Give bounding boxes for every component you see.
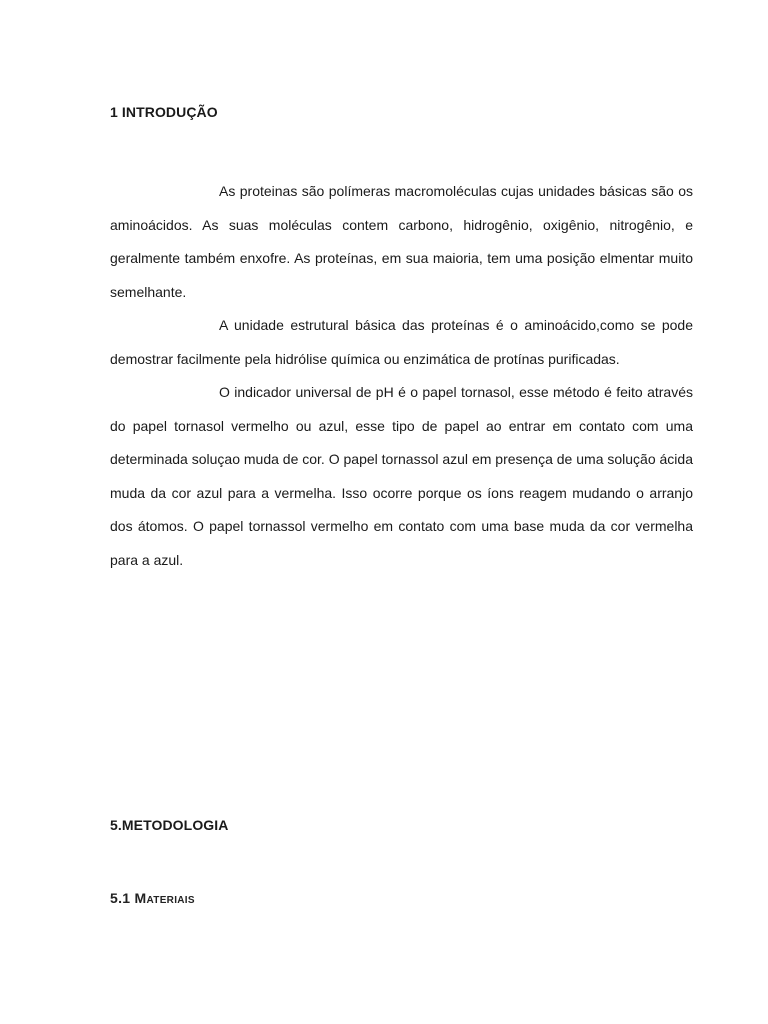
section-heading-metodologia: 5.METODOLOGIA <box>110 817 229 833</box>
subsection-heading-materiais: 5.1 Materiais <box>110 890 195 906</box>
paragraph-proteins: As proteinas são polímeras macromoléculas cujas unidades básicas são os aminoácidos. As suas moléculas contem carbono, hidrogênio, oxigênio, nitrogênio, e geralmente também enxofre. As proteínas, em sua maioria, tem uma posição elmentar muito semelhante. <box>110 183 693 300</box>
introduction-body <box>110 175 693 577</box>
section-heading-introducao: 1 INTRODUÇÃO <box>110 104 218 120</box>
paragraph-ph-indicator: O indicador universal de pH é o papel tornasol, esse método é feito através do papel tornasol vermelho ou azul, esse tipo de papel ao entrar em contato com uma determinada soluçao muda de cor. O papel tornassol azul em presença de uma solução ácida muda da cor azul para a vermelha. Isso ocorre porque os íons reagem mudando o arranjo dos átomos. O papel tornassol vermelho em contato com uma base muda da cor vermelha para a azul. <box>110 384 693 568</box>
paragraph-amino-acid: A unidade estrutural básica das proteínas é o aminoácido,como se pode demostrar facilmente pela hidrólise química ou enzimática de protínas purificadas. <box>110 317 693 367</box>
